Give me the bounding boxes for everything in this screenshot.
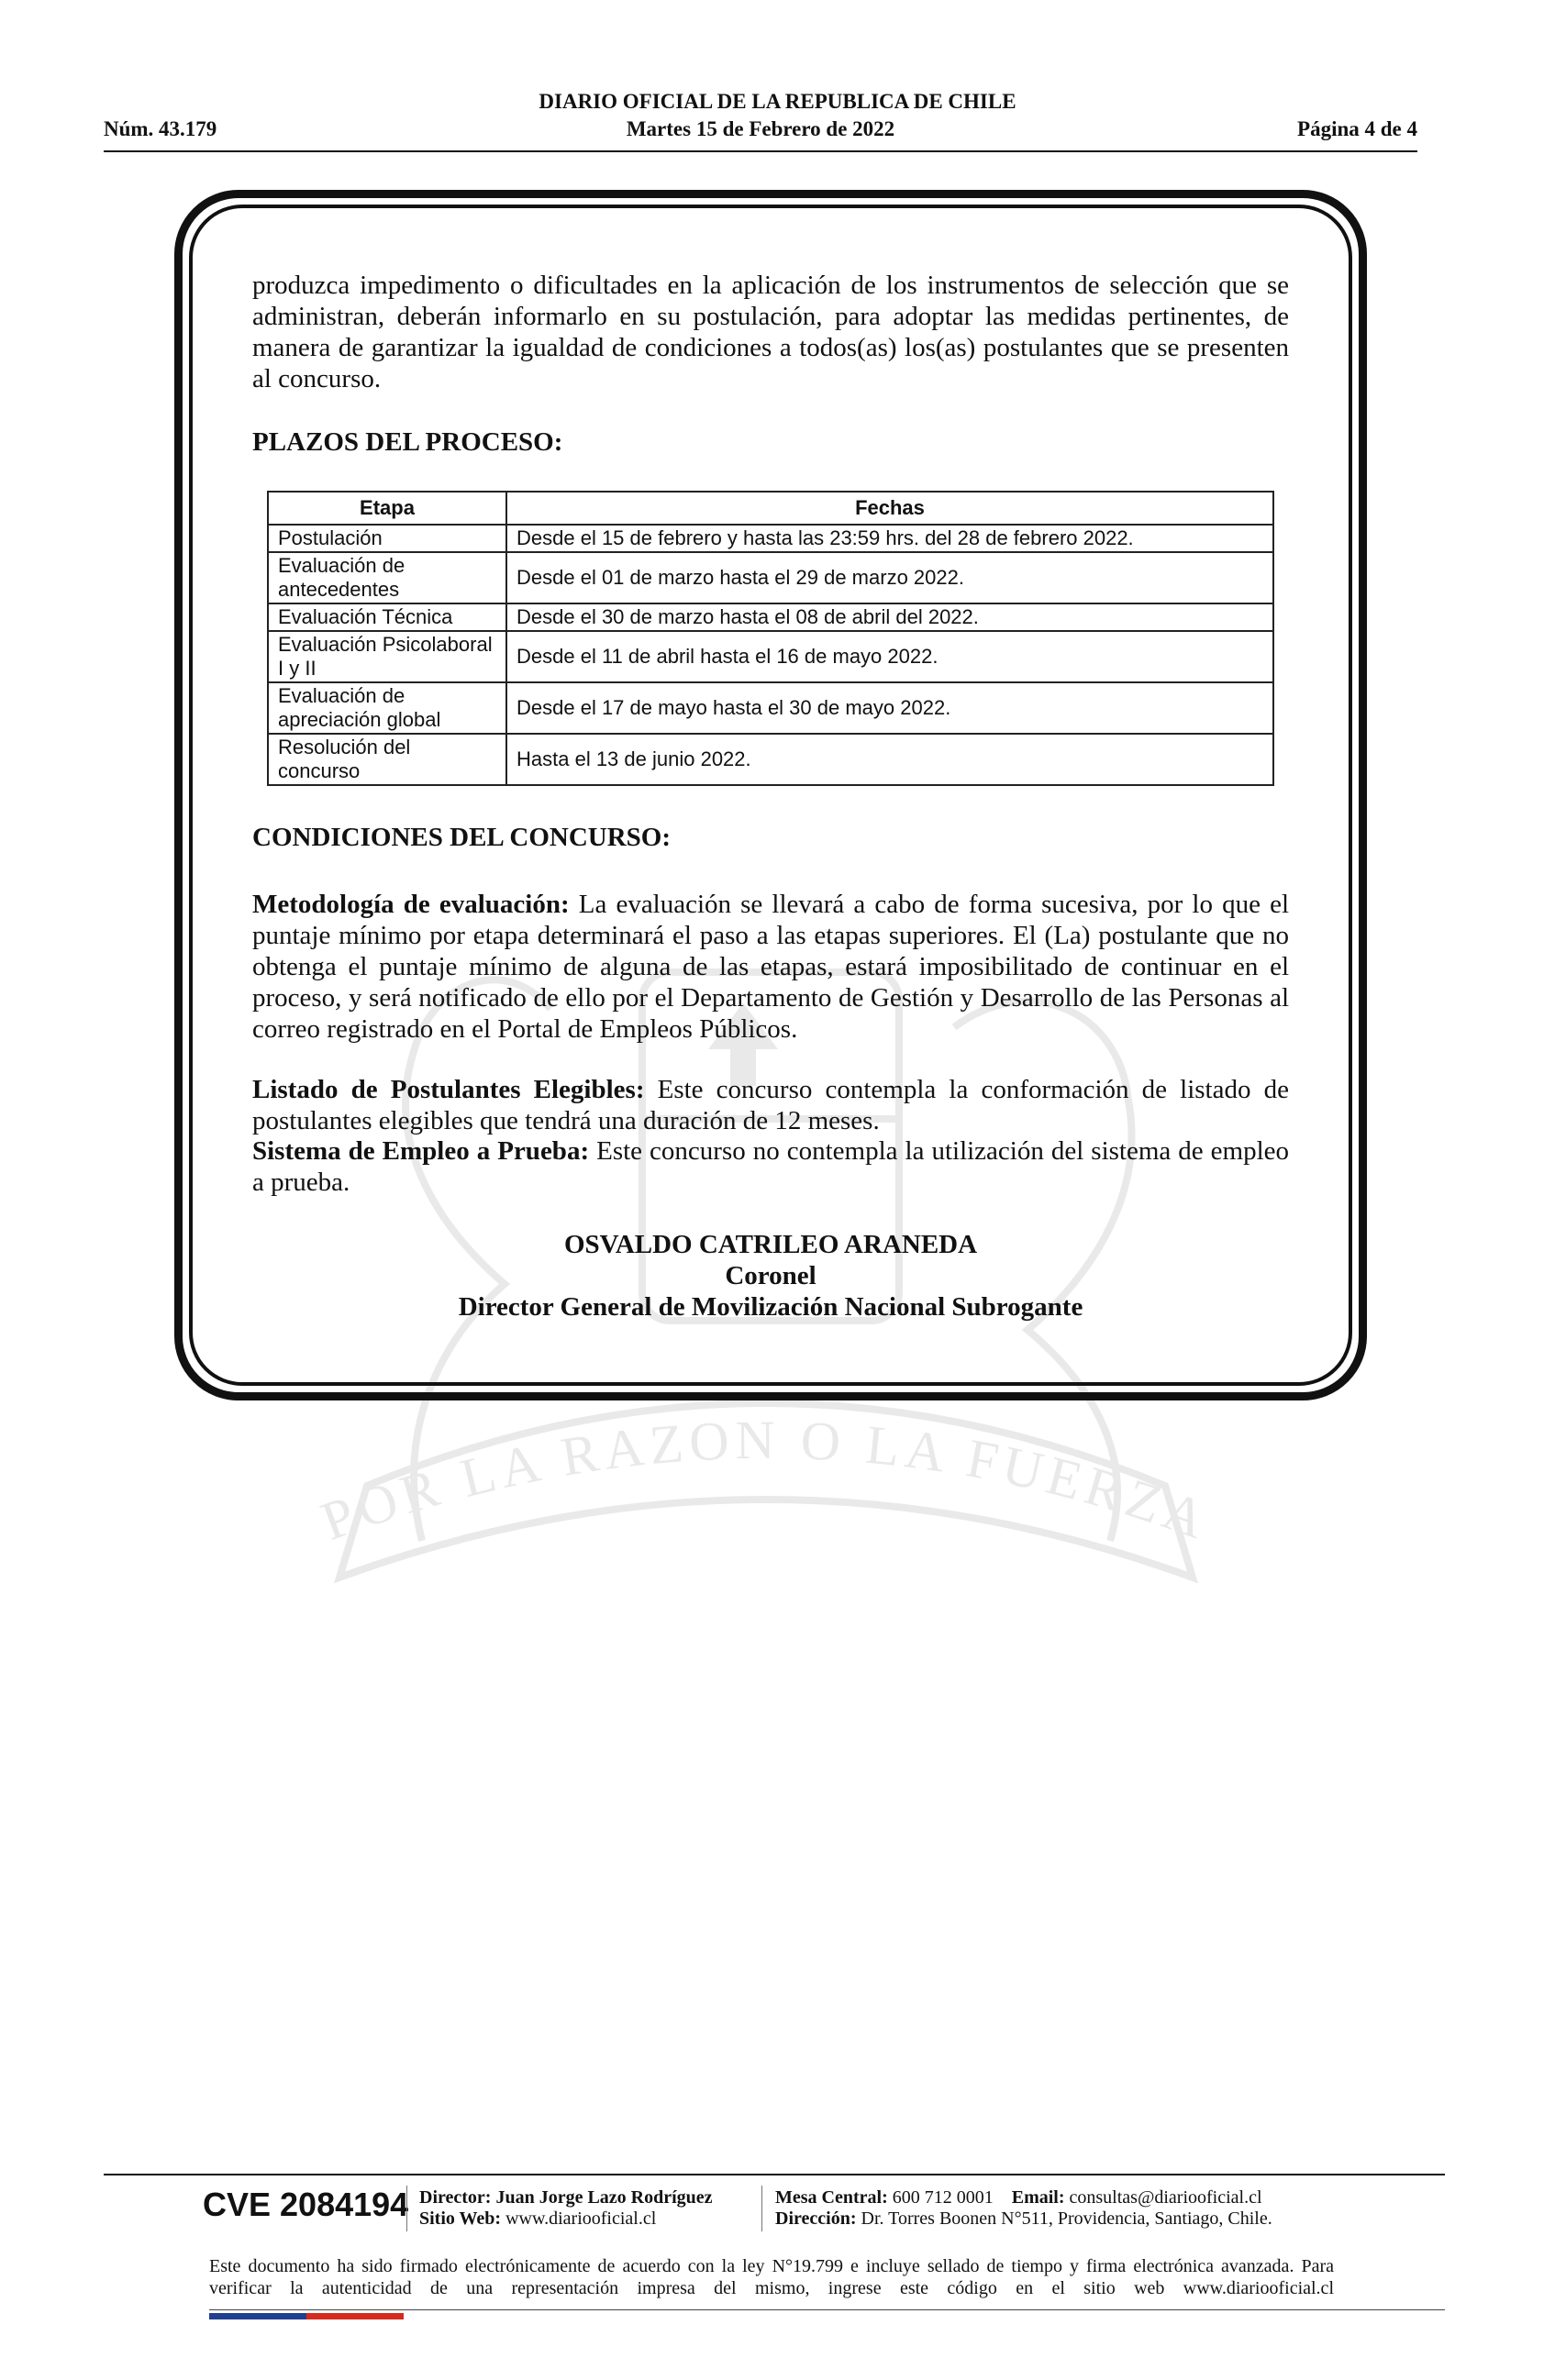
signatory-position: Director General de Movilización Nacional Subrogante xyxy=(458,1292,1083,1322)
director-name: Juan Jorge Lazo Rodríguez xyxy=(491,2187,713,2208)
table-row xyxy=(268,525,1273,552)
issue-number: Núm. 43.179 xyxy=(104,117,217,140)
fecha-cell: Desde el 15 de febrero y hasta las 23:59 hrs. del 28 de febrero 2022. xyxy=(506,525,1273,552)
sistema-paragraph xyxy=(252,1135,1289,1198)
flag-stripe-blue xyxy=(209,2313,306,2319)
table-row xyxy=(268,631,1273,682)
cve-code: CVE 2084194 xyxy=(203,2186,409,2223)
footer-contact-block xyxy=(775,2187,1272,2230)
page-number: Página 4 de 4 xyxy=(1297,117,1417,140)
signature-notice: Este documento ha sido firmado electrónicamente de acuerdo con la ley N°19.799 e incluye sellado de tiempo y firma electrónica avanzada. Para verificar la autenticidad de una representación impresa del mismo, ingrese este código en el sitio web www.diariooficial.cl xyxy=(209,2256,1334,2298)
email-label: Email: xyxy=(1011,2187,1065,2208)
col-fechas-header: Fechas xyxy=(506,492,1273,525)
listado-text: Este concurso contempla la conformación de listado de postulantes elegibles que tendrá una duración de 12 meses. xyxy=(252,1075,1289,1135)
table-row xyxy=(268,552,1273,603)
web-label: Sitio Web: xyxy=(419,2208,502,2229)
flag-stripe-red xyxy=(306,2313,404,2319)
fecha-cell: Desde el 01 de marzo hasta el 29 de marzo 2022. xyxy=(506,552,1273,603)
metodologia-paragraph xyxy=(252,889,1289,1045)
table-row xyxy=(268,603,1273,631)
header-divider xyxy=(104,150,1417,152)
signature-block xyxy=(252,1229,1289,1323)
director-label: Director: xyxy=(419,2187,492,2208)
mesa-phone: 600 712 0001 xyxy=(887,2187,994,2208)
motto-text: POR LA RAZON O LA FUERZA xyxy=(313,1409,1219,1553)
direccion-text: Dr. Torres Boonen N°511, Providencia, Santiago, Chile. xyxy=(856,2208,1272,2229)
footer-bottom-rule xyxy=(209,2309,1445,2310)
footer-divider xyxy=(104,2174,1445,2175)
fecha-cell: Hasta el 13 de junio 2022. xyxy=(506,734,1273,785)
metodologia-text: La evaluación se llevará a cabo de forma sucesiva, por lo que el puntaje mínimo por etapa determinará el paso a las etapas superiores. El (La) postulante que no obtenga el puntaje mínimo de alguna de las etapas, estará imposibilitado de continuar en el proceso, y será notificado de ello por el Departamento de Gestión y Desarrollo de las Personas al correo registrado en el Portal de Empleos Públicos. xyxy=(252,890,1290,1044)
svg-text:POR LA RAZON O LA FUERZA xyxy=(314,1410,1218,1552)
table-row xyxy=(268,734,1273,785)
signatory-name: OSVALDO CATRILEO ARANEDA xyxy=(563,1230,978,1259)
etapa-cell: Evaluación de apreciación global xyxy=(268,682,506,734)
etapa-cell: Evaluación Técnica xyxy=(268,603,506,631)
fecha-cell: Desde el 11 de abril hasta el 16 de mayo 2022. xyxy=(506,631,1273,682)
header-row xyxy=(104,117,1417,145)
table-header-row xyxy=(268,492,1273,525)
newspaper-title: DIARIO OFICIAL DE LA REPUBLICA DE CHILE xyxy=(539,90,1016,113)
footer-separator xyxy=(761,2186,762,2231)
sistema-text: Este concurso no contempla la utilización del sistema de empleo a prueba. xyxy=(252,1136,1290,1197)
direccion-label: Dirección: xyxy=(775,2208,857,2229)
fecha-cell: Desde el 17 de mayo hasta el 30 de mayo 2022. xyxy=(506,682,1273,734)
email-link[interactable]: consultas@diariooficial.cl xyxy=(1064,2187,1262,2208)
footer-separator xyxy=(406,2186,407,2231)
issue-date: Martes 15 de Febrero de 2022 xyxy=(626,117,895,140)
table-row xyxy=(268,682,1273,734)
footer-director-block xyxy=(419,2187,713,2230)
condiciones-heading: CONDICIONES DEL CONCURSO: xyxy=(252,823,672,852)
listado-label: Listado de Postulantes Elegibles: xyxy=(252,1075,645,1104)
intro-paragraph: produzca impedimento o dificultades en la aplicación de los instrumentos de selección que se administran, deberán informarlo en su postulación, para adoptar las medidas pertinentes, de manera de garantizar la igualdad de condiciones a todos(as) los(as) postulantes que se presenten al concurso. xyxy=(252,271,1289,393)
etapa-cell: Evaluación de antecedentes xyxy=(268,552,506,603)
etapa-cell: Postulación xyxy=(268,525,506,552)
mesa-label: Mesa Central: xyxy=(775,2187,888,2208)
metodologia-label: Metodología de evaluación: xyxy=(252,890,570,919)
listado-paragraph xyxy=(252,1074,1289,1136)
signatory-rank: Coronel xyxy=(725,1261,816,1290)
col-etapa-header: Etapa xyxy=(268,492,506,525)
sistema-label: Sistema de Empleo a Prueba: xyxy=(252,1136,590,1166)
plazos-heading: PLAZOS DEL PROCESO: xyxy=(252,427,563,457)
plazos-table xyxy=(267,491,1274,786)
etapa-cell: Evaluación Psicolaboral I y II xyxy=(268,631,506,682)
etapa-cell: Resolución del concurso xyxy=(268,734,506,785)
web-link[interactable]: www.diariooficial.cl xyxy=(501,2208,657,2229)
fecha-cell: Desde el 30 de marzo hasta el 08 de abril del 2022. xyxy=(506,603,1273,631)
